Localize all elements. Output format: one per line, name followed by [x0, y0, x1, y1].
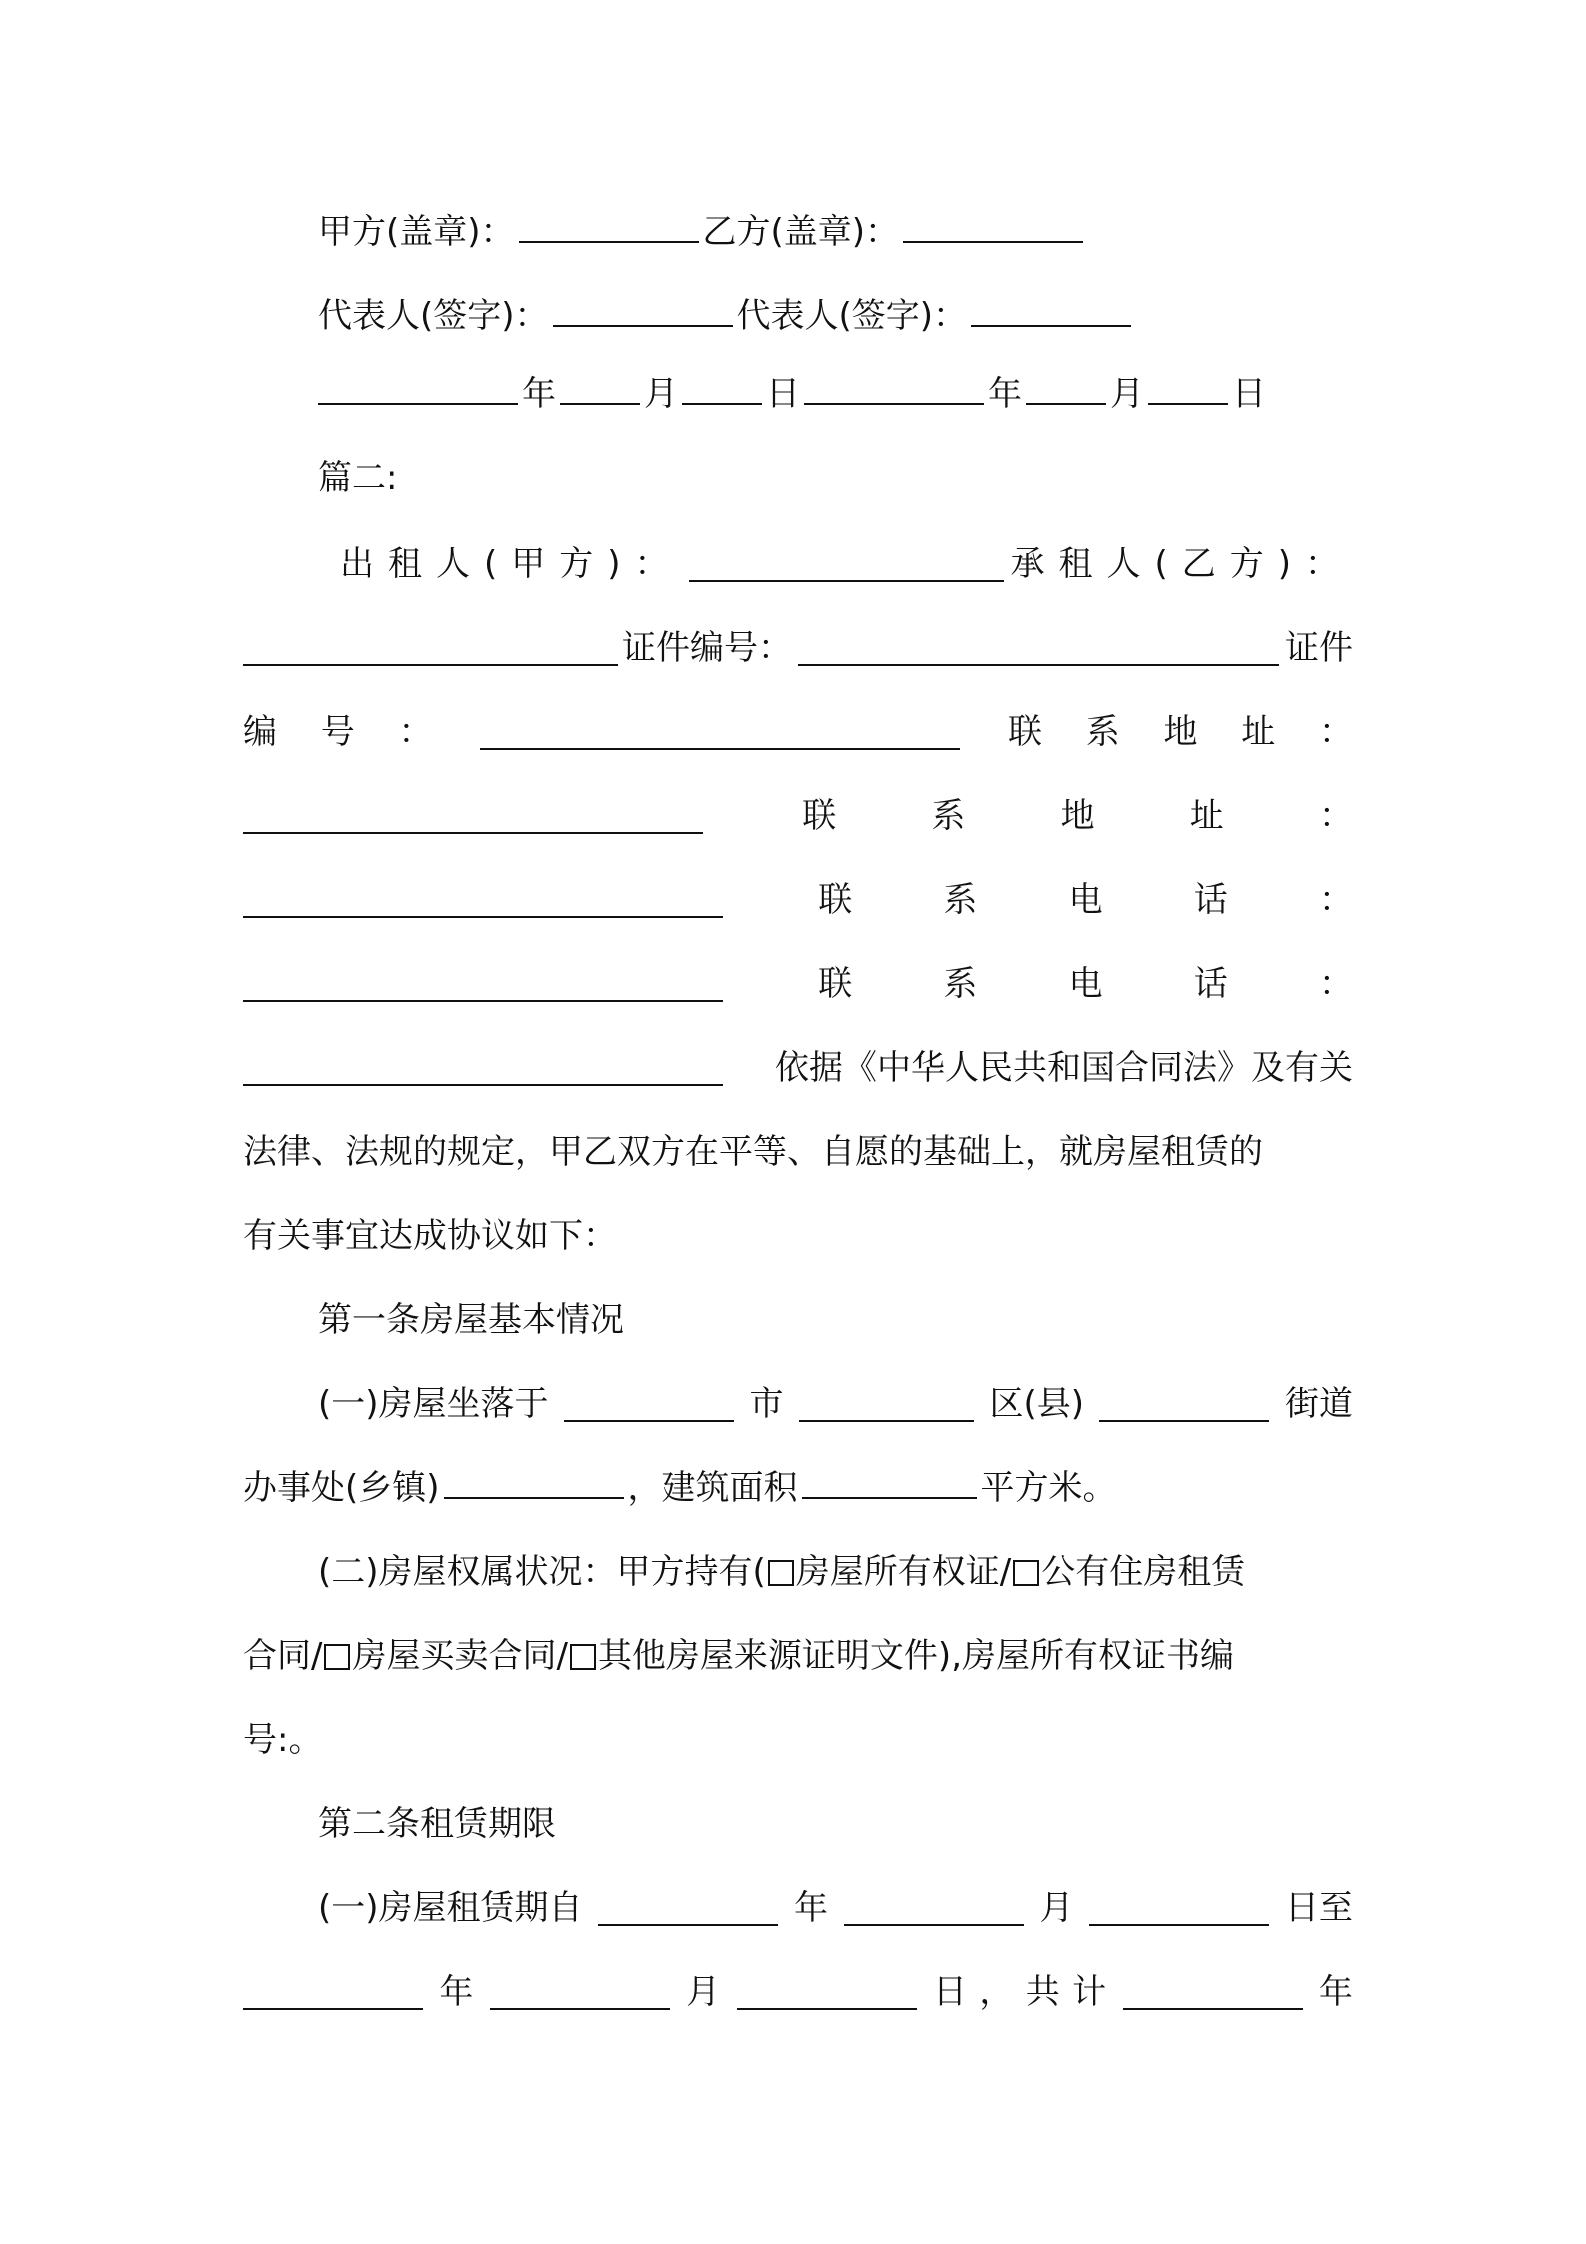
city-blank[interactable] — [564, 1386, 734, 1422]
month-label: 月 — [644, 374, 678, 414]
rep-b-sign-blank[interactable] — [971, 291, 1131, 327]
article-2-title: 第二条租赁期限 — [318, 1804, 556, 1844]
phone-line-b — [243, 954, 1353, 1014]
text-char: 编 — [243, 712, 277, 752]
text-char: 联 — [802, 796, 837, 836]
checkbox[interactable] — [1013, 1560, 1039, 1586]
lease-term-label: (一)房屋租赁期自 — [318, 1888, 583, 1928]
rep-a-sign-blank[interactable] — [553, 291, 733, 327]
representative-sign-line — [318, 286, 1353, 346]
legal-basis-line — [243, 1038, 1353, 1098]
phone-a-blank[interactable] — [243, 966, 723, 1002]
lessee-name-blank[interactable] — [243, 630, 618, 666]
text-char: ： — [1319, 712, 1353, 752]
ownership-label: (二)房屋权属状况：甲方持有( — [318, 1552, 766, 1592]
id-label-start: 证件 — [1285, 628, 1353, 668]
start-year-blank[interactable] — [598, 1890, 778, 1926]
year-label: 年 — [1318, 1972, 1353, 2012]
day-a-blank[interactable] — [682, 369, 762, 405]
id-number-line — [243, 618, 1353, 678]
section-heading — [318, 448, 1353, 508]
text-char: 联 — [818, 964, 853, 1004]
option-label: 其他房屋来源证明文件),房屋所有权证书编 — [597, 1636, 1235, 1676]
month-label: 月 — [686, 1972, 721, 2012]
body-text: 有关事宜达成协议如下： — [243, 1216, 617, 1256]
text-char: 电 — [1068, 964, 1103, 1004]
option-label: 公有住房租赁 — [1041, 1552, 1246, 1592]
text-char: 联 — [1008, 712, 1042, 752]
body-text: 法律、法规的规定，甲乙双方在平等、自愿的基础上，就房屋租赁的 — [243, 1132, 1263, 1172]
day-label: 日 — [766, 374, 800, 414]
id-address-line — [243, 702, 1353, 762]
party-seal-line — [318, 202, 1353, 262]
text-char: ： — [398, 712, 433, 752]
rep-a-sign-label: 代表人(签字)： — [318, 296, 549, 336]
comma: ， — [979, 1972, 1014, 2012]
area-unit: 平方米。 — [980, 1468, 1117, 1508]
lessor-blank[interactable] — [689, 546, 1005, 582]
address-line — [243, 786, 1353, 846]
text-char: 话 — [1193, 880, 1228, 920]
day-label: 日 — [1232, 374, 1266, 414]
text-char: 系 — [931, 796, 966, 836]
id-number-label: 证件编号： — [622, 628, 792, 668]
year-label: 年 — [522, 374, 556, 414]
year-label: 年 — [794, 1888, 828, 1928]
ownership-line-b — [243, 1626, 1353, 1686]
article-heading — [318, 1290, 1353, 1350]
office-label: 办事处(乡镇) — [243, 1468, 440, 1508]
checkbox[interactable] — [570, 1644, 596, 1670]
area-blank[interactable] — [802, 1463, 977, 1499]
text-char: 共 — [1025, 1972, 1060, 2012]
article-heading — [318, 1794, 1353, 1854]
lease-term-line — [318, 1878, 1353, 1938]
id-number-b-blank[interactable] — [480, 714, 960, 750]
start-month-blank[interactable] — [844, 1890, 1024, 1926]
location-label: (一)房屋坐落于 — [318, 1384, 549, 1424]
month-b-blank[interactable] — [1026, 369, 1106, 405]
article-1-title: 第一条房屋基本情况 — [318, 1300, 624, 1340]
text-char: 址 — [1189, 796, 1224, 836]
ownership-line — [318, 1542, 1353, 1602]
phone-b-blank[interactable] — [243, 1050, 723, 1086]
date-line — [318, 364, 1353, 424]
lessee-label: 承租人(乙方)： — [1010, 544, 1353, 584]
body-text-line — [243, 1206, 1353, 1266]
city-label: 市 — [749, 1384, 784, 1424]
text-char: 电 — [1068, 880, 1103, 920]
year-a-blank[interactable] — [318, 369, 518, 405]
address-a-blank[interactable] — [243, 798, 703, 834]
rep-b-sign-label: 代表人(签字)： — [736, 296, 968, 336]
text-char: 计 — [1072, 1972, 1107, 2012]
party-a-seal-blank[interactable] — [519, 207, 699, 243]
option-label: 房屋买卖合同/ — [352, 1636, 568, 1676]
total-years-blank[interactable] — [1123, 1974, 1303, 2010]
year-label: 年 — [439, 1972, 474, 2012]
lease-term-line-b — [243, 1962, 1353, 2022]
text-char: ： — [1318, 964, 1353, 1004]
text-char: ： — [1318, 880, 1353, 920]
party-b-seal-blank[interactable] — [903, 207, 1083, 243]
lessor-label: 出租人(甲方)： — [340, 544, 683, 584]
day-label: 日至 — [1284, 1888, 1353, 1928]
office-blank[interactable] — [444, 1463, 624, 1499]
address-b-blank[interactable] — [243, 882, 723, 918]
street-label: 街道 — [1284, 1384, 1353, 1424]
checkbox[interactable] — [768, 1560, 794, 1586]
section-title: 篇二: — [318, 458, 398, 498]
body-text-line — [243, 1122, 1353, 1182]
day-b-blank[interactable] — [1148, 369, 1228, 405]
district-label: 区(县) — [989, 1384, 1084, 1424]
year-b-blank[interactable] — [804, 369, 984, 405]
area-line — [243, 1458, 1353, 1518]
text-char: 址 — [1241, 712, 1276, 752]
area-label: ，建筑面积 — [627, 1468, 798, 1508]
street-blank[interactable] — [1099, 1386, 1269, 1422]
party-b-seal-label: 乙方(盖章)： — [702, 212, 900, 252]
option-label: 合同/ — [243, 1636, 323, 1676]
day-label: 日 — [932, 1972, 967, 2012]
text-char: 系 — [943, 964, 978, 1004]
text-char: 系 — [1085, 712, 1120, 752]
body-text: 号:。 — [243, 1720, 323, 1760]
phone-line — [243, 870, 1353, 930]
text-char: ： — [1318, 796, 1353, 836]
year-label: 年 — [988, 374, 1022, 414]
option-label: 房屋所有权证/ — [795, 1552, 1012, 1592]
checkbox[interactable] — [324, 1644, 350, 1670]
id-number-blank[interactable] — [798, 630, 1279, 666]
text-char: 话 — [1193, 964, 1228, 1004]
body-text-line — [243, 1710, 1353, 1770]
text-char: 系 — [943, 880, 978, 920]
text-char: 号 — [320, 712, 355, 752]
start-day-blank[interactable] — [1089, 1890, 1269, 1926]
party-a-seal-label: 甲方(盖章)： — [318, 212, 515, 252]
text-char: 联 — [818, 880, 853, 920]
month-label: 月 — [1110, 374, 1144, 414]
month-label: 月 — [1039, 1888, 1074, 1928]
end-month-blank[interactable] — [490, 1974, 670, 2010]
end-day-blank[interactable] — [737, 1974, 917, 2010]
month-a-blank[interactable] — [560, 369, 640, 405]
end-year-blank[interactable] — [243, 1974, 423, 2010]
text-char: 地 — [1163, 712, 1198, 752]
lessor-lessee-line — [340, 534, 1353, 594]
district-blank[interactable] — [799, 1386, 974, 1422]
legal-basis-text: 依据《中华人民共和国合同法》及有关 — [775, 1048, 1353, 1088]
text-char: 地 — [1060, 796, 1095, 836]
location-line — [318, 1374, 1353, 1434]
